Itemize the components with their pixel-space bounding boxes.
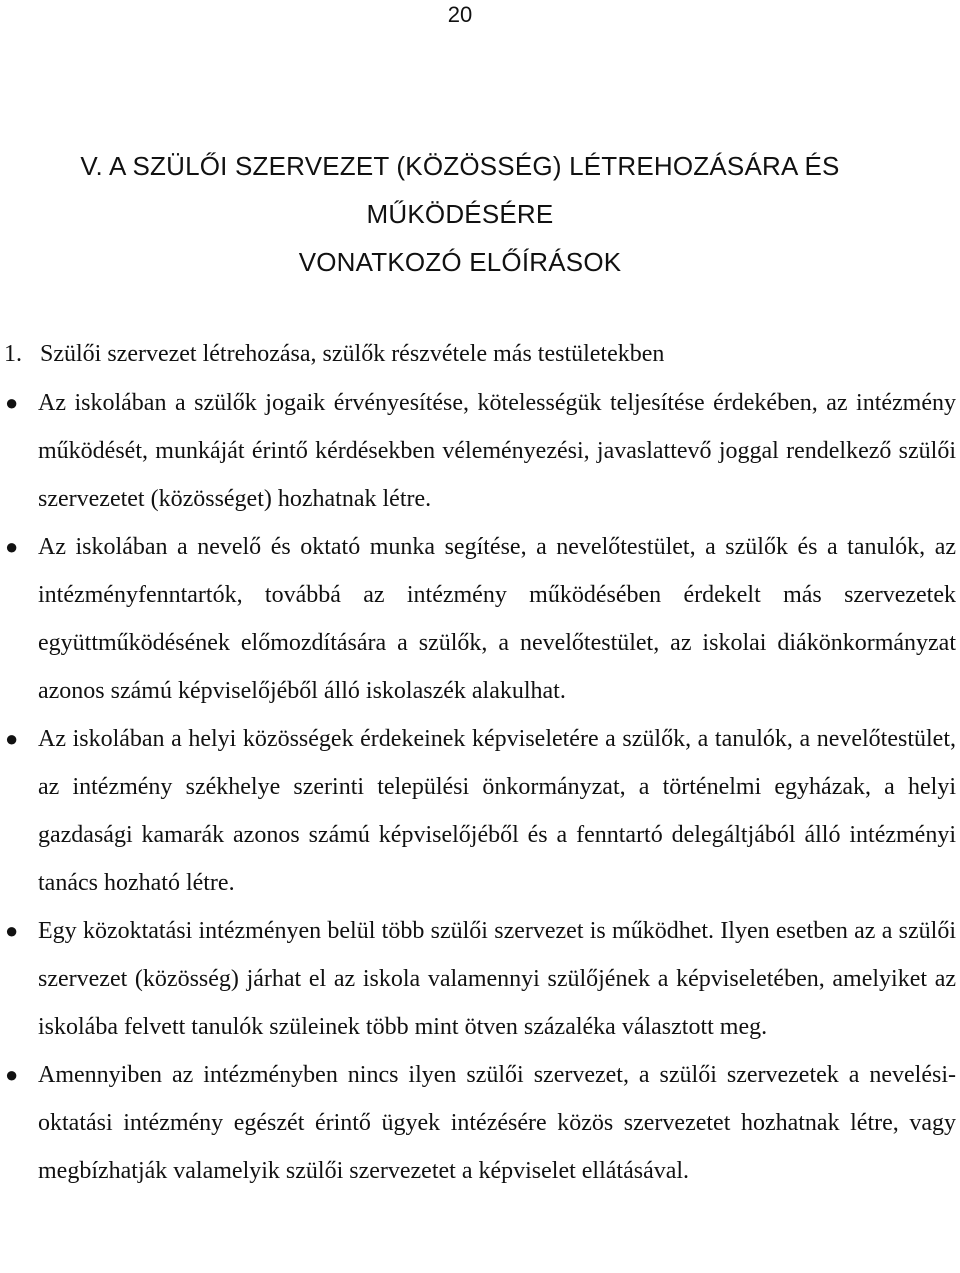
- list-item: [0, 1051, 956, 1195]
- section-heading: [4, 334, 904, 374]
- list-item: [0, 379, 956, 523]
- list-item-text: Amennyiben az intézményben nincs ilyen szülői szervezet, a szülői szervezetek a nevelési-oktatási intézmény egészét érintő ügyek intézésére közös szervezetet hozhatnak létre, vagy megbízhatják valamelyik szülői szervezetet a képviselet ellátásával.: [38, 1062, 956, 1184]
- list-item-text: Az iskolában a nevelő és oktató munka segítése, a nevelőtestület, a szülők és a tanulók, az intézményfenntartók, továbbá az intézmény működésében érdekelt más szervezetek együttműködésének előmozdítására a szülők, a nevelőtestület, az iskolai diákönkormányzat azonos számú képviselőjéből álló iskolaszék alakulhat.: [38, 534, 956, 704]
- bullet-icon: ●: [5, 918, 19, 943]
- bullet-list: [0, 379, 960, 1195]
- bullet-icon: ●: [5, 390, 19, 415]
- chapter-title-line-2: MŰKÖDÉSÉRE: [366, 199, 554, 229]
- bullet-icon: ●: [5, 1062, 19, 1087]
- list-item: [0, 907, 956, 1051]
- bullet-icon: ●: [5, 534, 19, 559]
- chapter-title: [0, 142, 920, 286]
- list-item-text: Az iskolában a szülők jogaik érvényesítése, kötelességük teljesítése érdekében, az intézmény működését, munkáját érintő kérdésekben véleményezési, javaslattevő joggal rendelkező szülői szervezetet (közösséget) hozhatnak létre.: [38, 390, 956, 512]
- list-item: [0, 715, 956, 907]
- list-item: [0, 523, 956, 715]
- page-number: 20: [447, 2, 473, 27]
- section-number: 1.: [4, 341, 22, 367]
- chapter-title-line-3: VONATKOZÓ ELŐÍRÁSOK: [298, 247, 622, 277]
- list-item-text: Az iskolában a helyi közösségek érdekeinek képviseletére a szülők, a tanulók, a nevelőtestület, az intézmény székhelye szerinti települési önkormányzat, a történelmi egyházak, a helyi gazdasági kamarák azonos számú képviselőjéből és a fenntartó delegáltjából álló intézményi tanács hozható létre.: [38, 726, 956, 896]
- section-title: Szülői szervezet létrehozása, szülők részvétele más testületekben: [40, 341, 665, 367]
- bullet-icon: ●: [5, 726, 19, 751]
- chapter-title-line-1: V. A SZÜLŐI SZERVEZET (KÖZÖSSÉG) LÉTREHOZÁSÁRA ÉS: [80, 151, 840, 181]
- list-item-text: Egy közoktatási intézményen belül több szülői szervezet is működhet. Ilyen esetben az a szülői szervezet (közösség) járhat el az iskola valamennyi szülőjének a képviseletében, amelyiket az iskolába felvett tanulók szüleinek több mint ötven százaléka választott meg.: [38, 918, 956, 1040]
